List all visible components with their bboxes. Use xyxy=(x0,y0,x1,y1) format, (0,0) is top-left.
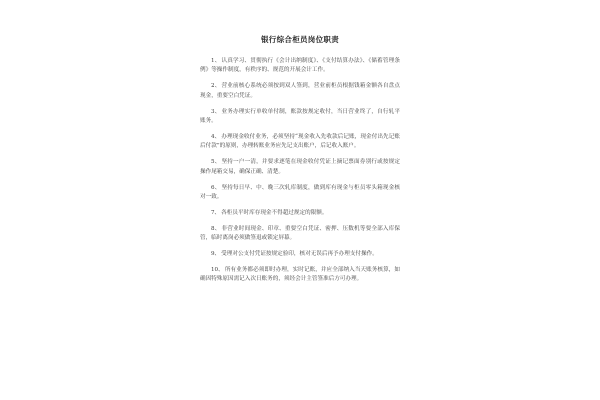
duty-item-number: 8、 xyxy=(211,225,221,232)
duty-item-number: 4、 xyxy=(211,133,221,140)
duty-item-text: 各柜员平时库存现金不得超过规定的限额。 xyxy=(221,209,328,216)
duty-item-text: 营业前核心系统必须按到双人签到，营业前柜员根据钱箱金额各自盘点现金，重要空白凭证。 xyxy=(200,83,400,99)
document-body xyxy=(200,34,400,291)
duty-item xyxy=(200,158,400,177)
document-title: 银行综合柜员岗位职责 xyxy=(261,35,339,44)
duty-item xyxy=(200,57,400,76)
duty-item-text: 非营业时间现金、印章、重要空白凭证、密押、压数机等要全部入库保管，临时离岗必须做签退或锁定屏幕。 xyxy=(200,225,400,242)
duty-item-number: 7、 xyxy=(211,209,221,216)
duty-item-number: 5、 xyxy=(211,159,221,166)
duty-item-number: 9、 xyxy=(211,251,221,258)
duty-item xyxy=(200,225,400,244)
duty-item-text: 坚持一户一清，并要求逐笔在现金收付凭证上摘记票面券别行或按规定操作尾箱交易，确保正确、清楚。 xyxy=(200,159,400,175)
duty-item xyxy=(200,184,400,203)
duty-item-number: 10、 xyxy=(211,267,224,273)
duty-item-text: 所有业务都必须即时办理，实时记账，并应全部纳入当天账务核算，如确因特殊原因需记入次日账务的，须经会计主管签准后方可办理。 xyxy=(200,267,400,283)
duty-item-text: 坚持每日早、中、晚三次轧库制度，做到库有现金与柜员零头箱现金核对一致。 xyxy=(200,184,400,200)
duty-item xyxy=(200,108,400,127)
duty-item xyxy=(200,266,400,285)
duty-item-text: 业务办理实行单收单付制，账款按规定收付，当日营业终了，自行轧平账务。 xyxy=(200,108,400,125)
duty-item-number: 1、 xyxy=(211,58,221,64)
duty-item xyxy=(200,250,400,259)
duty-item-text: 认真学习、贯彻执行《会计出纳制度》、《支付结算办法》、《储蓄管理条例》等操作制度，有秩序的、规范的开展会计工作。 xyxy=(200,58,400,74)
duty-item xyxy=(200,209,400,218)
duty-item xyxy=(200,133,400,152)
duty-item-number: 2、 xyxy=(211,83,221,90)
duty-item-text: 受理对公支付凭证按规定验印，核对无误后再予办理支付操作。 xyxy=(221,251,378,258)
duty-list xyxy=(200,57,400,285)
duty-item-number: 3、 xyxy=(211,108,221,115)
duty-item xyxy=(200,82,400,101)
duty-item-number: 6、 xyxy=(211,184,221,191)
duty-item-text: 办理现金收付业务，必须坚持“现金收入先收款后记账，现金付出先记账后付款”的原则，办理转账业务应先记支出账户，后记收入账户。 xyxy=(200,133,400,150)
